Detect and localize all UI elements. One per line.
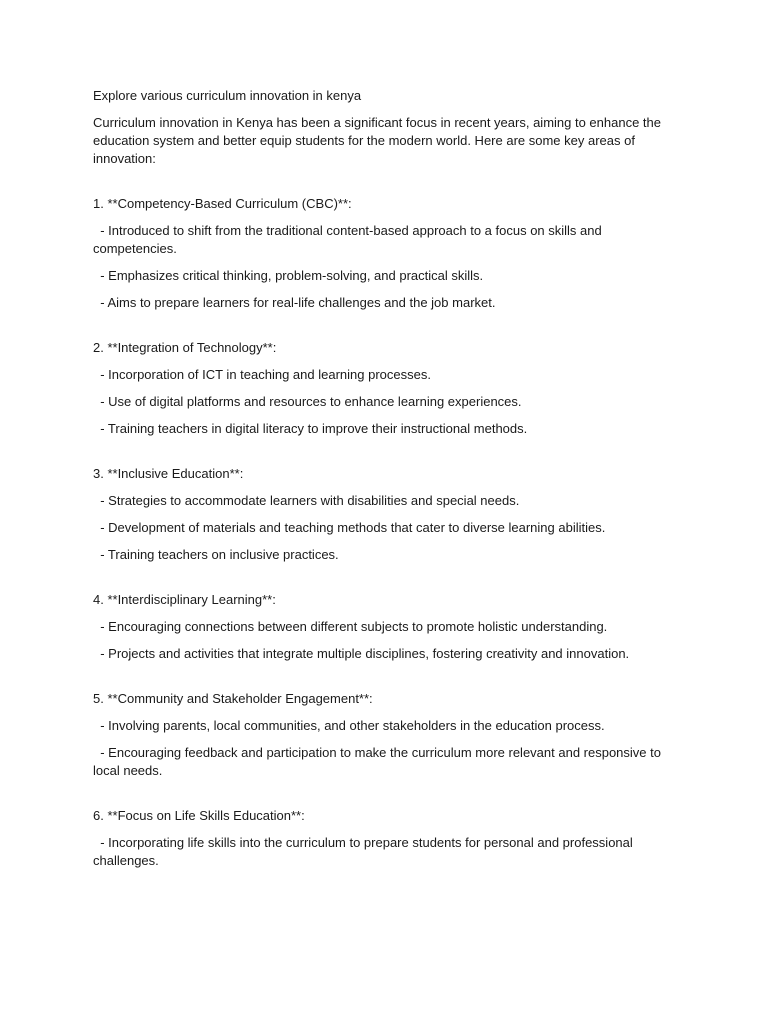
bullet-item: - Strategies to accommodate learners with disabilities and special needs. [93, 493, 520, 508]
section-heading: 5. **Community and Stakeholder Engagement**: [93, 691, 373, 706]
bullet-item: - Encouraging connections between different subjects to promote holistic understanding. [93, 619, 608, 634]
section-cbc [93, 195, 673, 312]
bullet-item: - Emphasizes critical thinking, problem-solving, and practical skills. [93, 268, 484, 283]
section-interdisciplinary [93, 591, 673, 663]
document-body [93, 87, 673, 897]
section-life-skills [93, 807, 673, 870]
bullet-item: - Projects and activities that integrate multiple disciplines, fostering creativity and innovation. [93, 646, 630, 661]
bullet-item: - Encouraging feedback and participation to make the curriculum more relevant and responsive to local needs. [93, 745, 661, 778]
section-heading: 2. **Integration of Technology**: [93, 340, 277, 355]
section-heading: 1. **Competency-Based Curriculum (CBC)**: [93, 196, 352, 211]
section-technology [93, 339, 673, 438]
bullet-item: - Training teachers in digital literacy to improve their instructional methods. [93, 421, 528, 436]
bullet-item: - Development of materials and teaching methods that cater to diverse learning abilities. [93, 520, 606, 535]
bullet-item: - Introduced to shift from the traditional content-based approach to a focus on skills and competencies. [93, 223, 602, 256]
intro-paragraph: Curriculum innovation in Kenya has been a significant focus in recent years, aiming to enhance the education system and better equip students for the modern world. Here are some key areas of innovation: [93, 115, 661, 166]
bullet-item: - Training teachers on inclusive practices. [93, 547, 339, 562]
bullet-item: - Incorporation of ICT in teaching and learning processes. [93, 367, 431, 382]
bullet-item: - Incorporating life skills into the curriculum to prepare students for personal and professional challenges. [93, 835, 633, 868]
bullet-item: - Involving parents, local communities, and other stakeholders in the education process. [93, 718, 605, 733]
section-heading: 6. **Focus on Life Skills Education**: [93, 808, 305, 823]
document-title: Explore various curriculum innovation in kenya [93, 88, 362, 103]
section-community-engagement [93, 690, 673, 780]
section-inclusive-education [93, 465, 673, 564]
section-heading: 3. **Inclusive Education**: [93, 466, 244, 481]
bullet-item: - Aims to prepare learners for real-life challenges and the job market. [93, 295, 496, 310]
bullet-item: - Use of digital platforms and resources to enhance learning experiences. [93, 394, 522, 409]
section-heading: 4. **Interdisciplinary Learning**: [93, 592, 276, 607]
